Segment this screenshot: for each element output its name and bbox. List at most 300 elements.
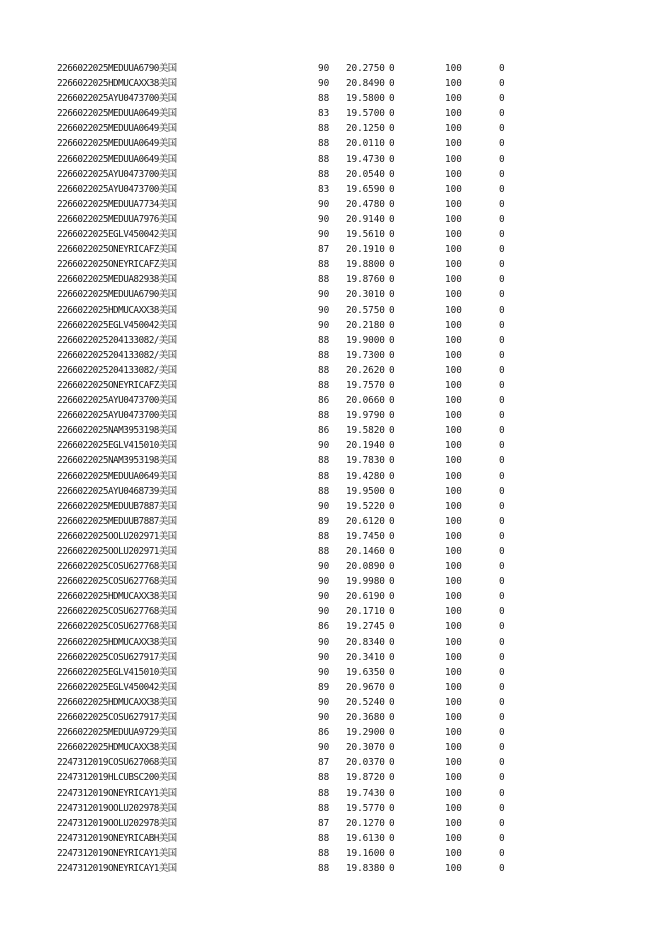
- table-row: [0, 619, 662, 634]
- percent-cell: 100: [445, 727, 462, 739]
- quantity-cell: 87: [318, 817, 330, 829]
- weight-cell: 20.1270: [346, 817, 385, 829]
- percent-cell: 100: [445, 621, 462, 633]
- shipment-code-cell: 2247312019OOLU202978美国: [57, 817, 177, 829]
- quantity-cell: 90: [318, 229, 330, 241]
- percent-cell: 100: [445, 681, 462, 693]
- shipment-code-cell: 2266022025COSU627917美国: [57, 651, 177, 663]
- percent-cell: 100: [445, 229, 462, 241]
- shipment-code-cell: 2266022025COSU627768美国: [57, 621, 177, 633]
- table-row: [0, 348, 662, 363]
- shipment-code-cell: 2266022025ONEYRICAFZ美国: [57, 259, 177, 271]
- percent-cell: 100: [445, 198, 462, 210]
- table-row: [0, 363, 662, 378]
- zero-cell: 0: [389, 546, 395, 557]
- quantity-cell: 88: [318, 138, 330, 150]
- percent-cell: 100: [445, 802, 462, 814]
- percent-cell: 100: [445, 364, 462, 376]
- zero-cell: 0: [389, 772, 395, 784]
- percent-cell: 100: [445, 244, 462, 256]
- zero-cell: 0: [389, 817, 395, 829]
- flag-cell: 0: [499, 576, 505, 588]
- weight-cell: 20.9670: [346, 681, 385, 693]
- table-row: [0, 559, 662, 574]
- shipment-code-cell: 2247312019COSU627068美国: [57, 757, 177, 769]
- weight-cell: 20.3680: [346, 712, 385, 724]
- percent-cell: 100: [445, 379, 462, 391]
- flag-cell: 0: [499, 847, 505, 859]
- quantity-cell: 88: [318, 546, 330, 557]
- shipment-code-cell: 2266022025MEDUUA6790美国: [57, 63, 177, 74]
- weight-cell: 20.1460: [346, 546, 385, 557]
- weight-cell: 19.8720: [346, 772, 385, 784]
- quantity-cell: 88: [318, 485, 330, 497]
- flag-cell: 0: [499, 274, 505, 286]
- quantity-cell: 88: [318, 847, 330, 859]
- quantity-cell: 90: [318, 712, 330, 724]
- flag-cell: 0: [499, 304, 505, 316]
- percent-cell: 100: [445, 485, 462, 497]
- percent-cell: 100: [445, 500, 462, 512]
- shipment-code-cell: 2266022025AYU0473700美国: [57, 410, 177, 422]
- flag-cell: 0: [499, 78, 505, 90]
- flag-cell: 0: [499, 500, 505, 512]
- percent-cell: 100: [445, 455, 462, 467]
- table-row: [0, 469, 662, 484]
- table-row: [0, 514, 662, 529]
- percent-cell: 100: [445, 289, 462, 301]
- flag-cell: 0: [499, 455, 505, 467]
- weight-cell: 20.3410: [346, 651, 385, 663]
- percent-cell: 100: [445, 787, 462, 799]
- zero-cell: 0: [389, 364, 395, 376]
- flag-cell: 0: [499, 712, 505, 724]
- table-row: [0, 423, 662, 438]
- table-row: [0, 604, 662, 619]
- quantity-cell: 88: [318, 153, 330, 165]
- shipment-code-cell: 2266022025204133082/美国: [57, 349, 177, 361]
- quantity-cell: 90: [318, 696, 330, 708]
- weight-cell: 20.5240: [346, 696, 385, 708]
- quantity-cell: 90: [318, 561, 330, 573]
- zero-cell: 0: [389, 530, 395, 542]
- shipment-code-cell: 2266022025MEDUUA0649美国: [57, 470, 177, 482]
- flag-cell: 0: [499, 259, 505, 271]
- quantity-cell: 88: [318, 862, 330, 874]
- weight-cell: 20.0660: [346, 395, 385, 407]
- weight-cell: 20.3070: [346, 742, 385, 754]
- flag-cell: 0: [499, 787, 505, 799]
- percent-cell: 100: [445, 334, 462, 346]
- table-row: [0, 333, 662, 348]
- flag-cell: 0: [499, 244, 505, 256]
- flag-cell: 0: [499, 651, 505, 663]
- shipment-code-cell: 2266022025EGLV450042美国: [57, 319, 177, 331]
- flag-cell: 0: [499, 696, 505, 708]
- quantity-cell: 90: [318, 651, 330, 663]
- table-row: [0, 801, 662, 816]
- shipment-code-cell: 2266022025AYU0473700美国: [57, 168, 177, 180]
- shipment-code-cell: 2266022025EGLV450042美国: [57, 681, 177, 693]
- shipment-code-cell: 2247312019ONEYRICABH美国: [57, 832, 177, 844]
- shipment-code-cell: 2266022025MEDUUA9729美国: [57, 727, 177, 739]
- zero-cell: 0: [389, 93, 395, 105]
- zero-cell: 0: [389, 757, 395, 769]
- table-row: [0, 650, 662, 665]
- zero-cell: 0: [389, 153, 395, 165]
- table-row: [0, 846, 662, 861]
- zero-cell: 0: [389, 862, 395, 874]
- weight-cell: 19.5770: [346, 802, 385, 814]
- weight-cell: 20.2750: [346, 63, 385, 74]
- table-row: [0, 303, 662, 318]
- zero-cell: 0: [389, 847, 395, 859]
- zero-cell: 0: [389, 500, 395, 512]
- quantity-cell: 88: [318, 832, 330, 844]
- quantity-cell: 86: [318, 425, 330, 437]
- shipment-code-cell: 2266022025AYU0473700美国: [57, 395, 177, 407]
- weight-cell: 20.3010: [346, 289, 385, 301]
- flag-cell: 0: [499, 772, 505, 784]
- zero-cell: 0: [389, 606, 395, 618]
- table-row: [0, 393, 662, 408]
- shipment-code-cell: 2247312019HLCUBSC200美国: [57, 772, 177, 784]
- zero-cell: 0: [389, 379, 395, 391]
- weight-cell: 20.8490: [346, 78, 385, 90]
- flag-cell: 0: [499, 334, 505, 346]
- table-row: [0, 182, 662, 197]
- flag-cell: 0: [499, 289, 505, 301]
- percent-cell: 100: [445, 183, 462, 195]
- flag-cell: 0: [499, 561, 505, 573]
- table-row: [0, 272, 662, 287]
- shipment-code-cell: 2266022025HDMUCAXX38美国: [57, 304, 177, 316]
- shipment-code-cell: 2266022025COSU627917美国: [57, 712, 177, 724]
- table-row: [0, 544, 662, 559]
- shipment-code-cell: 2266022025MEDUUB7887美国: [57, 500, 177, 512]
- weight-cell: 20.1940: [346, 440, 385, 452]
- quantity-cell: 90: [318, 78, 330, 90]
- shipment-code-cell: 2266022025ONEYRICAFZ美国: [57, 244, 177, 256]
- percent-cell: 100: [445, 530, 462, 542]
- weight-cell: 19.4280: [346, 470, 385, 482]
- percent-cell: 100: [445, 93, 462, 105]
- quantity-cell: 90: [318, 213, 330, 225]
- quantity-cell: 89: [318, 681, 330, 693]
- table-row: [0, 755, 662, 770]
- table-row: [0, 529, 662, 544]
- shipment-code-cell: 2266022025AYU0473700美国: [57, 183, 177, 195]
- flag-cell: 0: [499, 832, 505, 844]
- table-row: [0, 574, 662, 589]
- weight-cell: 20.0890: [346, 561, 385, 573]
- flag-cell: 0: [499, 410, 505, 422]
- percent-cell: 100: [445, 213, 462, 225]
- percent-cell: 100: [445, 862, 462, 874]
- weight-cell: 19.8760: [346, 274, 385, 286]
- table-row: [0, 816, 662, 831]
- percent-cell: 100: [445, 847, 462, 859]
- percent-cell: 100: [445, 123, 462, 135]
- weight-cell: 20.1910: [346, 244, 385, 256]
- percent-cell: 100: [445, 606, 462, 618]
- shipment-code-cell: 2266022025MEDUUA7734美国: [57, 198, 177, 210]
- quantity-cell: 88: [318, 349, 330, 361]
- quantity-cell: 88: [318, 787, 330, 799]
- table-row: [0, 680, 662, 695]
- percent-cell: 100: [445, 576, 462, 588]
- weight-cell: 19.7430: [346, 787, 385, 799]
- percent-cell: 100: [445, 304, 462, 316]
- quantity-cell: 89: [318, 515, 330, 527]
- quantity-cell: 86: [318, 395, 330, 407]
- flag-cell: 0: [499, 319, 505, 331]
- weight-cell: 20.1250: [346, 123, 385, 135]
- zero-cell: 0: [389, 108, 395, 120]
- flag-cell: 0: [499, 621, 505, 633]
- percent-cell: 100: [445, 651, 462, 663]
- zero-cell: 0: [389, 455, 395, 467]
- zero-cell: 0: [389, 138, 395, 150]
- zero-cell: 0: [389, 183, 395, 195]
- percent-cell: 100: [445, 832, 462, 844]
- weight-cell: 20.4780: [346, 198, 385, 210]
- quantity-cell: 88: [318, 334, 330, 346]
- quantity-cell: 88: [318, 470, 330, 482]
- flag-cell: 0: [499, 636, 505, 648]
- weight-cell: 19.6590: [346, 183, 385, 195]
- quantity-cell: 90: [318, 636, 330, 648]
- quantity-cell: 90: [318, 576, 330, 588]
- shipment-code-cell: 2266022025AYU0473700美国: [57, 93, 177, 105]
- quantity-cell: 83: [318, 108, 330, 120]
- table-row: [0, 740, 662, 755]
- table-row: [0, 484, 662, 499]
- weight-cell: 19.9980: [346, 576, 385, 588]
- percent-cell: 100: [445, 153, 462, 165]
- zero-cell: 0: [389, 636, 395, 648]
- quantity-cell: 88: [318, 274, 330, 286]
- percent-cell: 100: [445, 349, 462, 361]
- percent-cell: 100: [445, 440, 462, 452]
- table-row: [0, 287, 662, 302]
- flag-cell: 0: [499, 440, 505, 452]
- shipment-code-cell: 2266022025204133082/美国: [57, 364, 177, 376]
- zero-cell: 0: [389, 319, 395, 331]
- table-row: [0, 242, 662, 257]
- weight-cell: 19.2900: [346, 727, 385, 739]
- shipment-code-cell: 2266022025MEDUUA0649美国: [57, 153, 177, 165]
- flag-cell: 0: [499, 229, 505, 241]
- flag-cell: 0: [499, 183, 505, 195]
- zero-cell: 0: [389, 334, 395, 346]
- quantity-cell: 90: [318, 319, 330, 331]
- weight-cell: 20.0370: [346, 757, 385, 769]
- table-row: [0, 152, 662, 167]
- percent-cell: 100: [445, 63, 462, 74]
- shipment-code-cell: 2266022025MEDUUA0649美国: [57, 138, 177, 150]
- table-row: [0, 197, 662, 212]
- zero-cell: 0: [389, 591, 395, 603]
- percent-cell: 100: [445, 742, 462, 754]
- flag-cell: 0: [499, 742, 505, 754]
- quantity-cell: 88: [318, 379, 330, 391]
- table-row: [0, 695, 662, 710]
- percent-cell: 100: [445, 425, 462, 437]
- percent-cell: 100: [445, 395, 462, 407]
- flag-cell: 0: [499, 817, 505, 829]
- shipment-code-cell: 2266022025MEDUUB7887美国: [57, 515, 177, 527]
- weight-cell: 19.1600: [346, 847, 385, 859]
- shipment-code-cell: 2266022025EGLV450042美国: [57, 229, 177, 241]
- shipment-code-cell: 2266022025MEDUA82938美国: [57, 274, 177, 286]
- zero-cell: 0: [389, 440, 395, 452]
- zero-cell: 0: [389, 727, 395, 739]
- weight-cell: 19.9000: [346, 334, 385, 346]
- weight-cell: 19.7830: [346, 455, 385, 467]
- flag-cell: 0: [499, 93, 505, 105]
- shipment-code-cell: 2266022025AYU0468739美国: [57, 485, 177, 497]
- shipment-code-cell: 2266022025COSU627768美国: [57, 561, 177, 573]
- percent-cell: 100: [445, 561, 462, 573]
- quantity-cell: 88: [318, 410, 330, 422]
- flag-cell: 0: [499, 198, 505, 210]
- shipment-code-cell: 2266022025ONEYRICAFZ美国: [57, 379, 177, 391]
- quantity-cell: 90: [318, 304, 330, 316]
- quantity-cell: 88: [318, 93, 330, 105]
- flag-cell: 0: [499, 138, 505, 150]
- percent-cell: 100: [445, 78, 462, 90]
- percent-cell: 100: [445, 168, 462, 180]
- weight-cell: 20.1710: [346, 606, 385, 618]
- zero-cell: 0: [389, 304, 395, 316]
- table-row: [0, 91, 662, 106]
- shipment-code-cell: 2266022025EGLV415010美国: [57, 440, 177, 452]
- table-row: [0, 227, 662, 242]
- percent-cell: 100: [445, 138, 462, 150]
- quantity-cell: 83: [318, 183, 330, 195]
- quantity-cell: 88: [318, 259, 330, 271]
- flag-cell: 0: [499, 681, 505, 693]
- table-row: [0, 861, 662, 876]
- flag-cell: 0: [499, 757, 505, 769]
- table-row: [0, 635, 662, 650]
- quantity-cell: 88: [318, 364, 330, 376]
- shipment-code-cell: 2266022025MEDUUA0649美国: [57, 108, 177, 120]
- quantity-cell: 88: [318, 168, 330, 180]
- flag-cell: 0: [499, 546, 505, 557]
- zero-cell: 0: [389, 229, 395, 241]
- shipment-code-cell: 2266022025OOLU202971美国: [57, 530, 177, 542]
- flag-cell: 0: [499, 168, 505, 180]
- flag-cell: 0: [499, 108, 505, 120]
- shipment-code-cell: 2266022025204133082/美国: [57, 334, 177, 346]
- shipment-code-cell: 2266022025NAM3953198美国: [57, 455, 177, 467]
- zero-cell: 0: [389, 742, 395, 754]
- zero-cell: 0: [389, 213, 395, 225]
- zero-cell: 0: [389, 561, 395, 573]
- flag-cell: 0: [499, 862, 505, 874]
- quantity-cell: 90: [318, 606, 330, 618]
- zero-cell: 0: [389, 259, 395, 271]
- quantity-cell: 90: [318, 500, 330, 512]
- weight-cell: 20.0110: [346, 138, 385, 150]
- zero-cell: 0: [389, 787, 395, 799]
- quantity-cell: 90: [318, 289, 330, 301]
- percent-cell: 100: [445, 772, 462, 784]
- weight-cell: 20.6120: [346, 515, 385, 527]
- weight-cell: 19.5610: [346, 229, 385, 241]
- quantity-cell: 88: [318, 802, 330, 814]
- zero-cell: 0: [389, 832, 395, 844]
- zero-cell: 0: [389, 244, 395, 256]
- shipment-code-cell: 2266022025OOLU202971美国: [57, 546, 177, 557]
- flag-cell: 0: [499, 485, 505, 497]
- flag-cell: 0: [499, 530, 505, 542]
- data-table: [0, 61, 662, 876]
- weight-cell: 19.7450: [346, 530, 385, 542]
- percent-cell: 100: [445, 757, 462, 769]
- zero-cell: 0: [389, 681, 395, 693]
- weight-cell: 20.6190: [346, 591, 385, 603]
- quantity-cell: 86: [318, 727, 330, 739]
- quantity-cell: 87: [318, 757, 330, 769]
- weight-cell: 19.5800: [346, 93, 385, 105]
- shipment-code-cell: 2266022025HDMUCAXX38美国: [57, 696, 177, 708]
- quantity-cell: 88: [318, 455, 330, 467]
- zero-cell: 0: [389, 621, 395, 633]
- shipment-code-cell: 2266022025NAM3953198美国: [57, 425, 177, 437]
- flag-cell: 0: [499, 591, 505, 603]
- table-row: [0, 318, 662, 333]
- flag-cell: 0: [499, 123, 505, 135]
- table-row: [0, 408, 662, 423]
- weight-cell: 19.6350: [346, 666, 385, 678]
- percent-cell: 100: [445, 470, 462, 482]
- zero-cell: 0: [389, 425, 395, 437]
- shipment-code-cell: 2266022025COSU627768美国: [57, 606, 177, 618]
- percent-cell: 100: [445, 274, 462, 286]
- quantity-cell: 90: [318, 742, 330, 754]
- table-row: [0, 378, 662, 393]
- weight-cell: 19.9500: [346, 485, 385, 497]
- percent-cell: 100: [445, 515, 462, 527]
- table-row: [0, 665, 662, 680]
- table-row: [0, 136, 662, 151]
- zero-cell: 0: [389, 802, 395, 814]
- flag-cell: 0: [499, 379, 505, 391]
- zero-cell: 0: [389, 666, 395, 678]
- zero-cell: 0: [389, 168, 395, 180]
- table-row: [0, 770, 662, 785]
- weight-cell: 20.5750: [346, 304, 385, 316]
- zero-cell: 0: [389, 651, 395, 663]
- percent-cell: 100: [445, 666, 462, 678]
- quantity-cell: 90: [318, 440, 330, 452]
- shipment-code-cell: 2266022025HDMUCAXX38美国: [57, 78, 177, 90]
- weight-cell: 19.5820: [346, 425, 385, 437]
- zero-cell: 0: [389, 123, 395, 135]
- quantity-cell: 87: [318, 244, 330, 256]
- zero-cell: 0: [389, 63, 395, 74]
- shipment-code-cell: 2266022025EGLV415010美国: [57, 666, 177, 678]
- flag-cell: 0: [499, 349, 505, 361]
- quantity-cell: 90: [318, 666, 330, 678]
- flag-cell: 0: [499, 425, 505, 437]
- table-row: [0, 725, 662, 740]
- shipment-code-cell: 2266022025HDMUCAXX38美国: [57, 742, 177, 754]
- percent-cell: 100: [445, 319, 462, 331]
